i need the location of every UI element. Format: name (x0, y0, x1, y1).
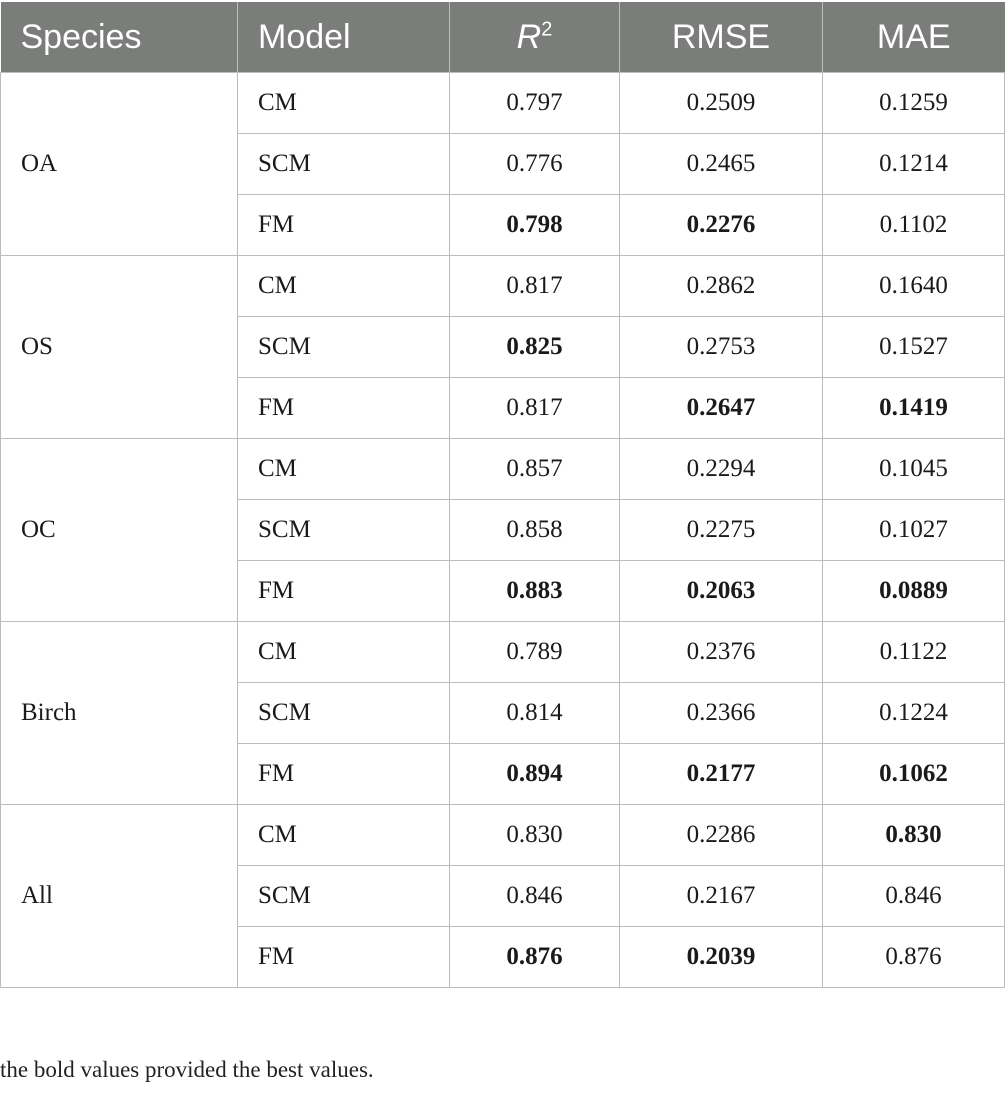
header-r2-superscript: 2 (541, 18, 553, 41)
mae-cell: 0.1102 (823, 195, 1005, 256)
r2-cell: 0.846 (450, 866, 620, 927)
model-cell: CM (238, 256, 450, 317)
model-cell: CM (238, 73, 450, 134)
species-cell: OA (1, 73, 238, 256)
r2-cell: 0.876 (450, 927, 620, 988)
mae-cell: 0.1419 (823, 378, 1005, 439)
species-cell: Birch (1, 622, 238, 805)
model-cell: SCM (238, 683, 450, 744)
mae-cell: 0.876 (823, 927, 1005, 988)
rmse-cell: 0.2063 (620, 561, 823, 622)
r2-cell: 0.883 (450, 561, 620, 622)
mae-cell: 0.846 (823, 866, 1005, 927)
model-cell: SCM (238, 317, 450, 378)
header-r2-base: R (516, 17, 542, 56)
header-model: Model (238, 2, 450, 73)
header-r2 (450, 2, 620, 73)
rmse-cell: 0.2465 (620, 134, 823, 195)
r2-cell: 0.825 (450, 317, 620, 378)
model-cell: CM (238, 622, 450, 683)
r2-cell: 0.776 (450, 134, 620, 195)
r2-cell: 0.814 (450, 683, 620, 744)
r2-cell: 0.858 (450, 500, 620, 561)
table-row (1, 256, 1005, 317)
mae-cell: 0.1224 (823, 683, 1005, 744)
r2-cell: 0.797 (450, 73, 620, 134)
model-cell: CM (238, 805, 450, 866)
mae-cell: 0.1527 (823, 317, 1005, 378)
rmse-cell: 0.2753 (620, 317, 823, 378)
results-table (0, 2, 1005, 988)
header-rmse: RMSE (620, 2, 823, 73)
mae-cell: 0.830 (823, 805, 1005, 866)
mae-cell: 0.1027 (823, 500, 1005, 561)
mae-cell: 0.1045 (823, 439, 1005, 500)
model-cell: CM (238, 439, 450, 500)
mae-cell: 0.1062 (823, 744, 1005, 805)
rmse-cell: 0.2366 (620, 683, 823, 744)
rmse-cell: 0.2509 (620, 73, 823, 134)
header-species: Species (1, 2, 238, 73)
model-cell: SCM (238, 866, 450, 927)
r2-cell: 0.798 (450, 195, 620, 256)
header-row (1, 2, 1005, 73)
rmse-cell: 0.2862 (620, 256, 823, 317)
model-cell: FM (238, 744, 450, 805)
table-row (1, 622, 1005, 683)
rmse-cell: 0.2276 (620, 195, 823, 256)
table-row (1, 439, 1005, 500)
header-mae: MAE (823, 2, 1005, 73)
table-body (1, 73, 1005, 988)
model-cell: FM (238, 927, 450, 988)
model-cell: SCM (238, 500, 450, 561)
r2-cell: 0.894 (450, 744, 620, 805)
rmse-cell: 0.2275 (620, 500, 823, 561)
model-cell: FM (238, 561, 450, 622)
rmse-cell: 0.2177 (620, 744, 823, 805)
rmse-cell: 0.2167 (620, 866, 823, 927)
rmse-cell: 0.2286 (620, 805, 823, 866)
model-cell: SCM (238, 134, 450, 195)
table-row (1, 73, 1005, 134)
mae-cell: 0.1259 (823, 73, 1005, 134)
mae-cell: 0.1640 (823, 256, 1005, 317)
r2-cell: 0.830 (450, 805, 620, 866)
species-cell: OC (1, 439, 238, 622)
species-cell: OS (1, 256, 238, 439)
rmse-cell: 0.2294 (620, 439, 823, 500)
rmse-cell: 0.2647 (620, 378, 823, 439)
r2-cell: 0.817 (450, 378, 620, 439)
mae-cell: 0.1214 (823, 134, 1005, 195)
table-footnote: the bold values provided the best values. (0, 1057, 374, 1082)
rmse-cell: 0.2039 (620, 927, 823, 988)
r2-cell: 0.789 (450, 622, 620, 683)
table-header (1, 2, 1005, 73)
model-cell: FM (238, 195, 450, 256)
rmse-cell: 0.2376 (620, 622, 823, 683)
species-cell: All (1, 805, 238, 988)
table-row (1, 805, 1005, 866)
r2-cell: 0.857 (450, 439, 620, 500)
model-cell: FM (238, 378, 450, 439)
mae-cell: 0.1122 (823, 622, 1005, 683)
mae-cell: 0.0889 (823, 561, 1005, 622)
r2-cell: 0.817 (450, 256, 620, 317)
